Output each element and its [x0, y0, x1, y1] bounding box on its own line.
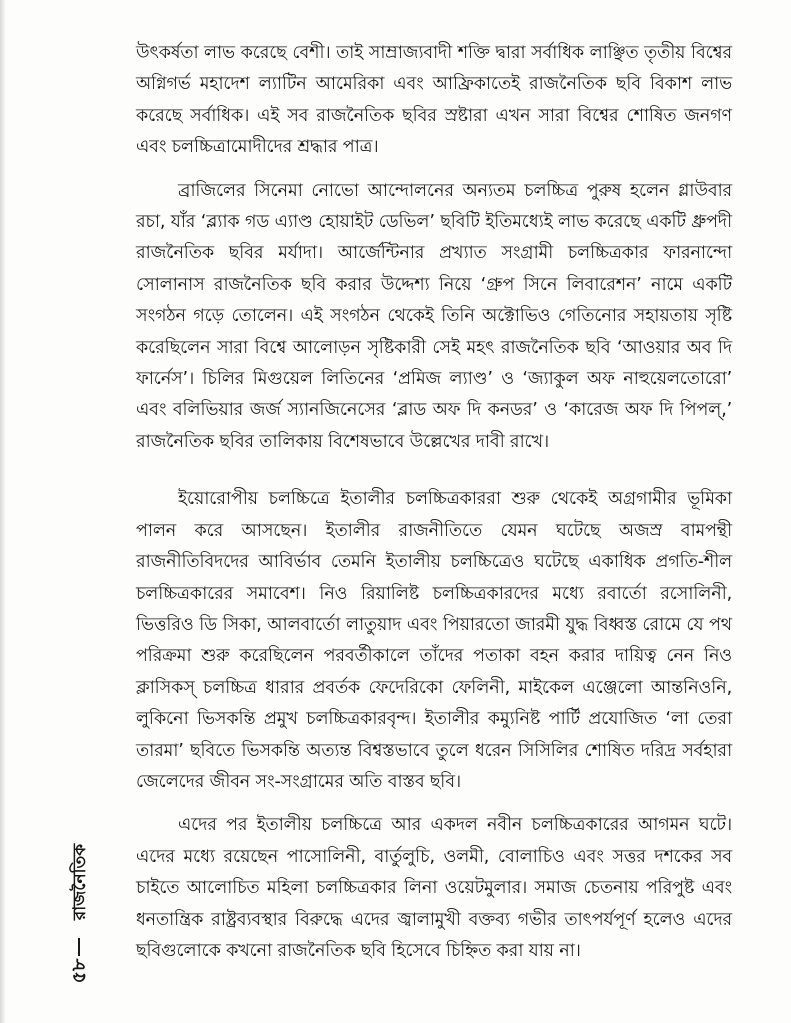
paragraph-4: এদের পর ইতালীয় চলচ্চিত্রে আর একদল নবীন চলচ্চিত্রকারের আগমন ঘটে। এদের মধ্যে রয়েছেন পাসোলিনী, বার্তুলুচি, ওলমী, বোলাচিও এবং সত্তর দশকের সব চাইতে আলোচিত মহিলা চলচ্চিত্রকার লিনা ওয়েটমুলার। সমাজ চেতনায় পরিপুষ্ট এবং ধনতান্ত্রিক রাষ্ট্রব্যবস্থার বিরুদ্ধে এদের জ্বালামুখী বক্তব্য গভীর তাৎপর্যপূর্ণ হলেও এদের ছবিগুলোকে কখনো রাজনৈতিক ছবি হিসেবে চিহ্নিত করা যায় না। [136, 815, 732, 961]
body-text [136, 38, 732, 967]
page-divider [78, 938, 80, 956]
margin-running-header [62, 810, 104, 984]
paragraph-2: ব্রাজিলের সিনেমা নোভো আন্দোলনের অন্যতম চলচ্চিত্র পুরুষ হলেন গ্লাউবার রচা, যাঁর ‘ব্ল্যাক গড এ্যাণ্ড হোয়াইট ডেভিল’ ছবিটি ইতিমধ্যেই লাভ করেছে একটি ধ্রুপদী রাজনৈতিক ছবির মর্যাদা। আর্জেন্টিনার প্রখ্যাত সংগ্রামী চলচ্চিত্রকার ফারনান্দো সোলানাস রাজনৈতিক ছবি করার উদ্দেশ্য নিয়ে ‘গ্রুপ সিনে লিবারেশন’ নামে একটি সংগঠন গড়ে তোলেন। এই সংগঠন থেকেই তিনি অক্টোভিও গেতিনোর সহায়তায় সৃষ্টি করেছিলেন সারা বিশ্বে আলোড়ন সৃষ্টিকারী সেই মহৎ রাজনৈতিক ছবি ‘আওয়ার অব দি ফার্নেস’। চিলির মিগুয়েল লিতিনের ‘প্রমিজ ল্যাণ্ড’ ও ‘জ্যাকুল অফ নাহুয়েলতোরো’ এবং বলিভিয়ার জর্জ স্যানজিনেসের ‘ব্লাড অফ দি কনডর’ ও ‘কারেজ অফ দি পিপল্,’ রাজনৈতিক ছবির তালিকায় বিশেষভাবে উল্লেখের দাবী রাখে। [136, 180, 732, 452]
paragraph-1: উৎকর্ষতা লাভ করেছে বেশী। তাই সাম্রাজ্যবাদী শক্তি দ্বারা সর্বাধিক লাঞ্ছিত তৃতীয় বিশ্বের অগ্নিগর্ভ মহাদেশ ল্যাটিন আমেরিকা এবং আফ্রিকাতেই রাজনৈতিক ছবি বিকাশ লাভ করেছে সর্বাধিক। এই সব রাজনৈতিক ছবির স্রষ্টারা এখন সারা বিশ্বের শোষিত জনগণ এবং চলচ্চিত্রামোদীদের শ্রদ্ধার পাত্র। [136, 43, 732, 158]
paragraph-3: ইয়োরোপীয় চলচ্চিত্রে ইতালীর চলচ্চিত্রকাররা শুরু থেকেই অগ্রগামীর ভূমিকা পালন করে আসছেন। ইতালীর রাজনীতিতে যেমন ঘটেছে অজস্র বামপন্থী রাজনীতিবিদদের আবির্ভাব তেমনি ইতালীয় চলচ্চিত্রেও ঘটেছে একাধিক প্রগতি-শীল চলচ্চিত্রকারের সমাবেশ। নিও রিয়ালিষ্ট চলচ্চিত্রকারদের মধ্যে রবার্তো রসোলিনী, ভিত্তরিও ডি সিকা, আলবার্তো লাতুয়াদ এবং পিয়ারতো জারমী যুদ্ধ বিধ্বস্ত রোমে যে পথ পরিক্রমা শুরু করেছিলেন পরবর্তীকালে তাঁদের পতাকা বহন করার দায়িত্ব নেন নিও ক্লাসিকস্ চলচ্চিত্র ধারার প্রবর্তক ফেদেরিকো ফেলিনী, মাইকেল এঞ্জেলো আন্তনিওনি, লুকিনো ভিসকন্তি প্রমুখ চলচ্চিত্রকারবৃন্দ। ইতালীর কম্যুনিষ্ট পার্টি প্রযোজিত ‘লা তেরা তারমা’ ছবিতে ভিসকন্তি অত্যন্ত বিশ্বস্তভাবে তুলে ধরেন সিসিলির শোষিত দরিদ্র সর্বহারা জেলেদের জীবন সং-সংগ্রামের অতি বাস্তব ছবি। [136, 489, 732, 792]
running-title: রাজনৈতিক [70, 843, 90, 921]
page-number: ৫৮ [68, 958, 90, 984]
page-edge-shadow [0, 0, 6, 1023]
